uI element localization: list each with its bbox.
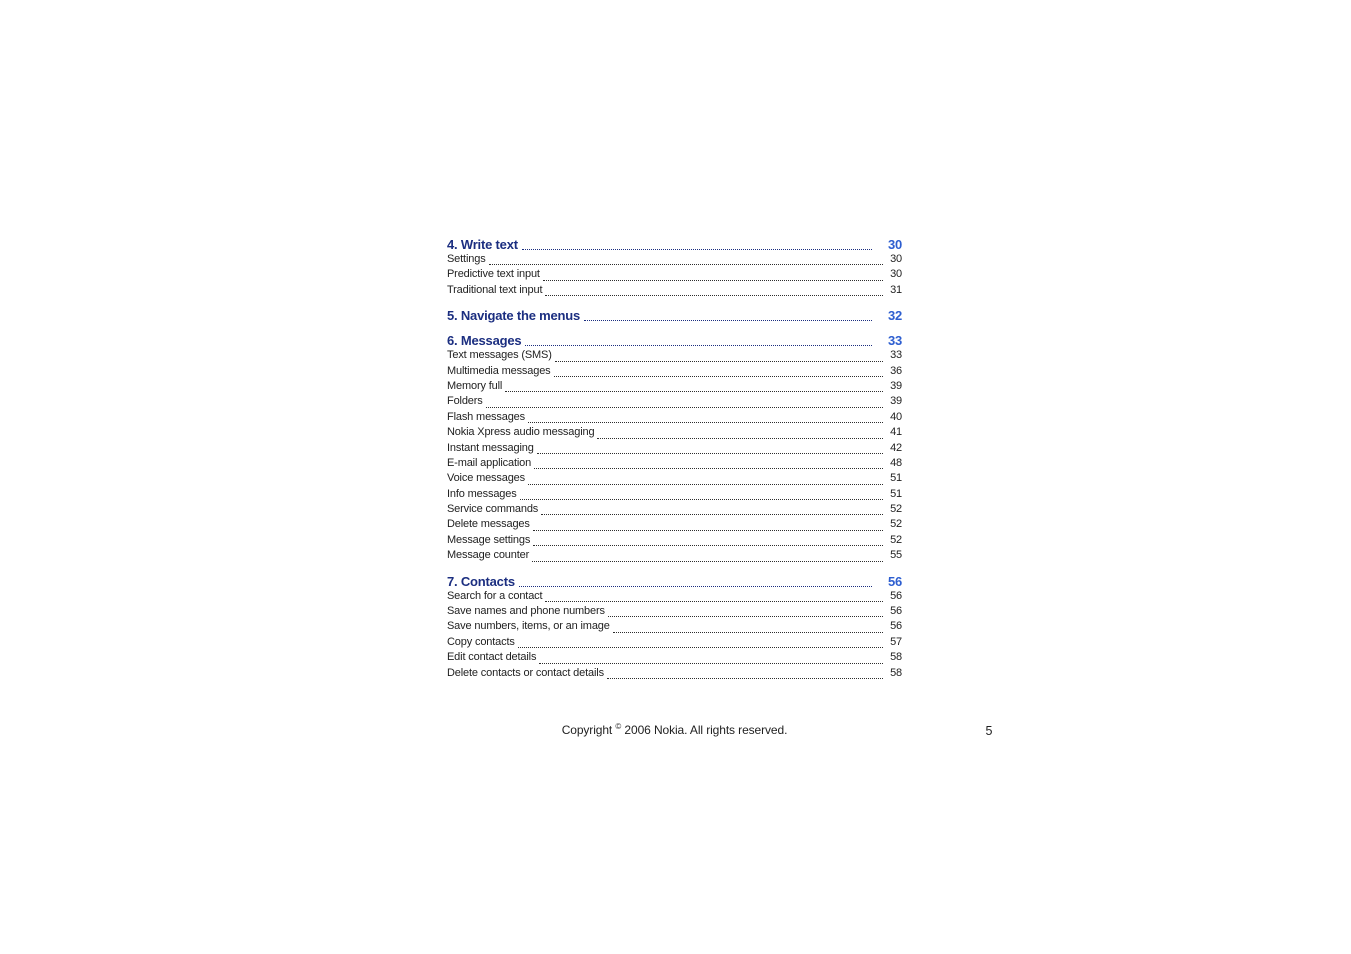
copyright-prefix: Copyright <box>561 723 613 737</box>
toc-entry-label: Info messages <box>447 487 517 500</box>
toc-entry-page: 52 <box>890 518 902 531</box>
toc-entry <box>447 503 902 518</box>
toc-entry-label: Delete contacts or contact details <box>447 666 604 679</box>
toc-entry-label: Message settings <box>447 533 531 546</box>
leader-dots <box>533 545 883 546</box>
toc-entry <box>447 365 902 380</box>
toc-entry <box>447 268 902 283</box>
toc-entry-label: Traditional text input <box>447 283 543 296</box>
leader-dots <box>525 345 872 346</box>
leader-dots <box>543 280 883 281</box>
toc-entry <box>447 284 902 299</box>
toc-entry-page: 48 <box>890 456 902 469</box>
toc-entry-page: 52 <box>890 533 902 546</box>
toc-section-page: 33 <box>887 333 902 349</box>
toc-section-page: 56 <box>887 573 902 589</box>
toc-section-heading <box>447 574 902 590</box>
toc-entry-page: 30 <box>890 253 902 265</box>
toc-entry-label: Message counter <box>447 549 530 562</box>
toc-entry <box>447 380 902 395</box>
leader-dots <box>613 632 883 633</box>
toc-entry <box>447 253 902 268</box>
leader-dots <box>533 530 883 531</box>
toc-entry <box>447 534 902 549</box>
toc-entry <box>447 667 902 682</box>
leader-dots <box>584 320 872 321</box>
toc-entry-page: 40 <box>890 410 902 423</box>
leader-dots <box>555 361 883 362</box>
leader-dots <box>537 453 883 454</box>
leader-dots <box>541 514 883 515</box>
toc-section-page: 30 <box>887 237 902 252</box>
toc-entry-page: 33 <box>890 349 902 362</box>
toc-entry-label: Edit contact details <box>447 651 537 664</box>
copyright-symbol-icon: © <box>615 722 622 731</box>
toc-entry-label: Delete messages <box>447 518 530 531</box>
toc-section-label: 7. Contacts <box>447 573 515 589</box>
toc-section-heading <box>447 237 902 253</box>
toc-section-label: 6. Messages <box>447 333 522 349</box>
leader-dots <box>534 468 883 469</box>
leader-dots <box>489 264 883 265</box>
copyright-suffix: 2006 Nokia. All rights reserved. <box>624 723 788 737</box>
leader-dots <box>520 499 883 500</box>
toc-entry-page: 42 <box>890 441 902 454</box>
toc-entry-page: 56 <box>890 605 902 618</box>
toc-entry <box>447 411 902 426</box>
toc-entry-label: Settings <box>447 253 486 265</box>
toc-section-label: 4. Write text <box>447 237 518 252</box>
toc-entry-page: 39 <box>890 395 902 408</box>
toc-entry-page: 56 <box>890 589 902 602</box>
toc-entry-page: 51 <box>890 487 902 500</box>
toc-entry <box>447 518 902 533</box>
toc-entry-page: 57 <box>890 635 902 648</box>
toc-entry-label: Predictive text input <box>447 268 540 281</box>
toc-entry <box>447 472 902 487</box>
toc-entry-page: 39 <box>890 379 902 392</box>
toc-entry <box>447 442 902 457</box>
toc-section-heading <box>447 308 902 324</box>
leader-dots <box>522 249 872 250</box>
toc-entry-label: Flash messages <box>447 410 525 423</box>
toc-entry-page: 30 <box>890 268 902 281</box>
toc-entry <box>447 488 902 503</box>
toc-entry <box>447 349 902 364</box>
leader-dots <box>532 561 883 562</box>
toc-entry <box>447 605 902 620</box>
toc-entry-label: Text messages (SMS) <box>447 349 552 362</box>
toc-entry-label: Instant messaging <box>447 441 534 454</box>
toc-entry-page: 58 <box>890 651 902 664</box>
leader-dots <box>528 422 883 423</box>
toc-entry-page: 31 <box>890 283 902 296</box>
toc-entry <box>447 620 902 635</box>
toc-entry-page: 41 <box>890 426 902 439</box>
leader-dots <box>539 663 883 664</box>
toc-section-heading <box>447 333 902 349</box>
toc-entry-label: Save numbers, items, or an image <box>447 620 610 633</box>
leader-dots <box>505 391 883 392</box>
leader-dots <box>486 407 883 408</box>
toc-entry-label: Save names and phone numbers <box>447 605 605 618</box>
toc-entry-page: 55 <box>890 549 902 562</box>
leader-dots <box>518 647 883 648</box>
toc-entry-label: Copy contacts <box>447 635 515 648</box>
toc-entry <box>447 651 902 666</box>
toc-entry-page: 58 <box>890 666 902 679</box>
leader-dots <box>519 586 872 587</box>
toc-entry <box>447 426 902 441</box>
leader-dots <box>528 484 883 485</box>
toc-entry-label: Multimedia messages <box>447 364 551 377</box>
leader-dots <box>597 438 883 439</box>
toc-entry-label: Folders <box>447 395 483 408</box>
toc-entry-page: 52 <box>890 503 902 516</box>
toc-entry-page: 51 <box>890 472 902 485</box>
toc-entry-label: Service commands <box>447 503 539 516</box>
toc <box>447 237 902 682</box>
page-number: 5 <box>985 724 993 738</box>
toc-section-page: 32 <box>887 308 902 324</box>
toc-section-label: 5. Navigate the menus <box>447 308 581 324</box>
leader-dots <box>607 678 883 679</box>
footer-copyright <box>447 723 902 737</box>
leader-dots <box>554 376 883 377</box>
toc-entry <box>447 457 902 472</box>
toc-entry-page: 36 <box>890 364 902 377</box>
toc-entry-label: Memory full <box>447 379 503 392</box>
leader-dots <box>545 601 883 602</box>
leader-dots <box>545 295 883 296</box>
toc-entry <box>447 590 902 605</box>
toc-entry-page: 56 <box>890 620 902 633</box>
toc-entry-label: Nokia Xpress audio messaging <box>447 426 595 439</box>
toc-entry-label: Voice messages <box>447 472 525 485</box>
toc-entry <box>447 636 902 651</box>
leader-dots <box>608 616 883 617</box>
toc-entry-label: E-mail application <box>447 456 532 469</box>
toc-entry <box>447 395 902 410</box>
toc-entry-label: Search for a contact <box>447 589 543 602</box>
toc-entry <box>447 549 902 564</box>
